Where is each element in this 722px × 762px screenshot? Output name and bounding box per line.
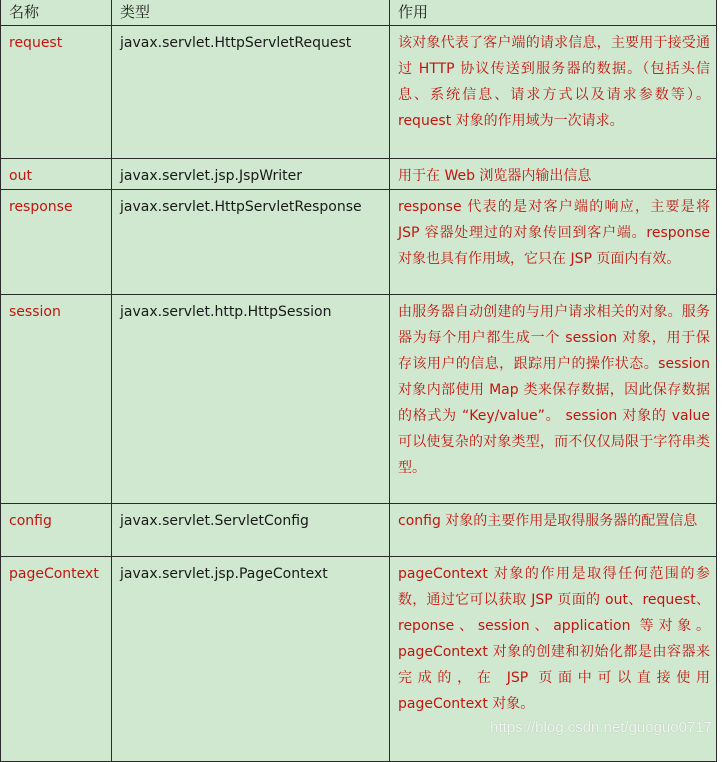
- object-desc: response 代表的是对客户端的响应，主要是将 JSP 容器处理过的对象传回到客户端。response 对象也具有作用域，它只在 JSP 页面内有效。: [390, 190, 717, 295]
- header-desc: 作用: [390, 0, 717, 26]
- object-desc: 用于在 Web 浏览器内输出信息: [390, 159, 717, 190]
- object-name: out: [1, 159, 112, 190]
- object-desc: 该对象代表了客户端的请求信息，主要用于接受通过 HTTP 协议传送到服务器的数据。（包括头信息、系统信息、请求方式以及请求参数等）。request 对象的作用域为一次请求。: [390, 26, 717, 159]
- object-desc: pageContext 对象的作用是取得任何范围的参数，通过它可以获取 JSP 页面的 out、request、reponse、session、application 等对象。pageContext 对象的创建和初始化都是由容器来完成的，在 JSP 页面中可以直接使用 pageContext 对象。: [390, 557, 717, 762]
- object-name: response: [1, 190, 112, 295]
- header-row: [1, 0, 717, 26]
- object-type: javax.servlet.HttpServletRequest: [112, 26, 390, 159]
- table-row: [1, 295, 717, 504]
- object-type: javax.servlet.http.HttpSession: [112, 295, 390, 504]
- object-type: javax.servlet.jsp.JspWriter: [112, 159, 390, 190]
- object-desc: config 对象的主要作用是取得服务器的配置信息: [390, 504, 717, 557]
- object-name: pageContext: [1, 557, 112, 762]
- object-type: javax.servlet.ServletConfig: [112, 504, 390, 557]
- header-name: 名称: [1, 0, 112, 26]
- table-row: [1, 190, 717, 295]
- object-type: javax.servlet.HttpServletResponse: [112, 190, 390, 295]
- object-type: javax.servlet.jsp.PageContext: [112, 557, 390, 762]
- object-desc: 由服务器自动创建的与用户请求相关的对象。服务器为每个用户都生成一个 session 对象，用于保存该用户的信息，跟踪用户的操作状态。session 对象内部使用 Map 类来保存数据，因此保存数据的格式为 “Key/value”。 session 对象的 value 可以使复杂的对象类型，而不仅仅局限于字符串类型。: [390, 295, 717, 504]
- header-type: 类型: [112, 0, 390, 26]
- object-name: config: [1, 504, 112, 557]
- table-row: [1, 504, 717, 557]
- object-name: session: [1, 295, 112, 504]
- table-row: [1, 26, 717, 159]
- table-row: [1, 159, 717, 190]
- watermark: https://blog.csdn.net/guoguo0717: [490, 719, 712, 736]
- object-name: request: [1, 26, 112, 159]
